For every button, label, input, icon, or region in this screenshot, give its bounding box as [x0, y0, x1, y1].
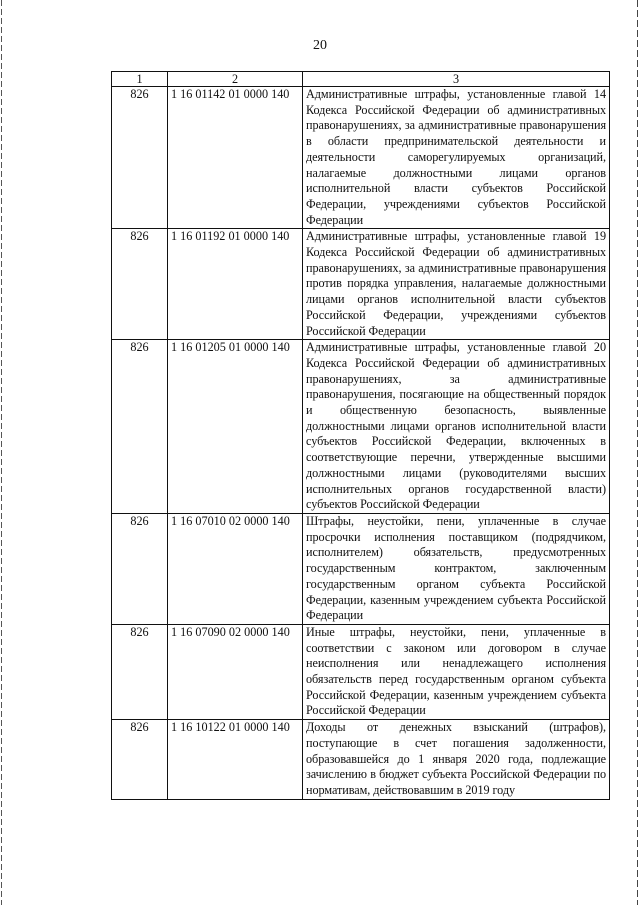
table-row — [112, 624, 610, 719]
table-row — [112, 513, 610, 624]
page-edge-right — [637, 0, 638, 905]
column-header-3: 3 — [303, 72, 610, 87]
budget-classification-code: 1 16 07010 02 0000 140 — [168, 513, 303, 624]
administrator-code: 826 — [112, 720, 168, 800]
revenue-codes-table — [111, 71, 610, 800]
budget-classification-code: 1 16 01205 01 0000 140 — [168, 340, 303, 514]
column-header-1: 1 — [112, 72, 168, 87]
table-row — [112, 229, 610, 340]
revenue-description: Административные штрафы, установленные главой 14 Кодекса Российской Федерации об административных правонарушениях, за административные правонарушения в области предпринимательской деятельности и деятельности саморегулируемых организаций, налагаемые должностными лицами органов исполнительной власти субъектов Российской Федерации, учреждениями субъектов Российской Федерации — [303, 87, 610, 229]
page-edge-left — [1, 0, 2, 905]
table-header-row — [112, 72, 610, 87]
revenue-description: Административные штрафы, установленные главой 19 Кодекса Российской Федерации об административных правонарушениях, за административные правонарушения против порядка управления, налагаемые должностными лицами органов исполнительной власти субъектов Российской Федерации, учреждениями субъектов Российской Федерации — [303, 229, 610, 340]
page-number: 20 — [313, 38, 327, 53]
administrator-code: 826 — [112, 624, 168, 719]
administrator-code: 826 — [112, 513, 168, 624]
administrator-code: 826 — [112, 229, 168, 340]
revenue-description: Иные штрафы, неустойки, пени, уплаченные в соответствии с законом или договором в случае неисполнения или ненадлежащего исполнения обязательств перед государственным органом субъекта Российской Федерации, казенным учреждением субъекта Российской Федерации — [303, 624, 610, 719]
revenue-description: Штрафы, неустойки, пени, уплаченные в случае просрочки исполнения поставщиком (подрядчиком, исполнителем) обязательств, предусмотренных государственным контрактом, заключенным государственным органом субъекта Российской Федерации, казенным учреждением субъекта Российской Федерации — [303, 513, 610, 624]
revenue-description: Административные штрафы, установленные главой 20 Кодекса Российской Федерации об административных правонарушениях, за административные правонарушения, посягающие на общественный порядок и общественную безопасность, выявленные должностными лицами органов исполнительной власти субъектов Российской Федерации, включенных в соответствующие перечни, утвержденные высшими должностными лицами (руководителями высших исполнительных органов государственной власти) субъектов Российской Федерации — [303, 340, 610, 514]
administrator-code: 826 — [112, 340, 168, 514]
budget-classification-code: 1 16 01142 01 0000 140 — [168, 87, 303, 229]
table-row — [112, 720, 610, 800]
table-row — [112, 340, 610, 514]
revenue-description: Доходы от денежных взысканий (штрафов), поступающие в счет погашения задолженности, образовавшейся до 1 января 2020 года, подлежащие зачислению в бюджет субъекта Российской Федерации по нормативам, действовавшим в 2019 году — [303, 720, 610, 800]
budget-classification-code: 1 16 01192 01 0000 140 — [168, 229, 303, 340]
column-header-2: 2 — [168, 72, 303, 87]
table-row — [112, 87, 610, 229]
budget-classification-code: 1 16 10122 01 0000 140 — [168, 720, 303, 800]
budget-classification-code: 1 16 07090 02 0000 140 — [168, 624, 303, 719]
administrator-code: 826 — [112, 87, 168, 229]
